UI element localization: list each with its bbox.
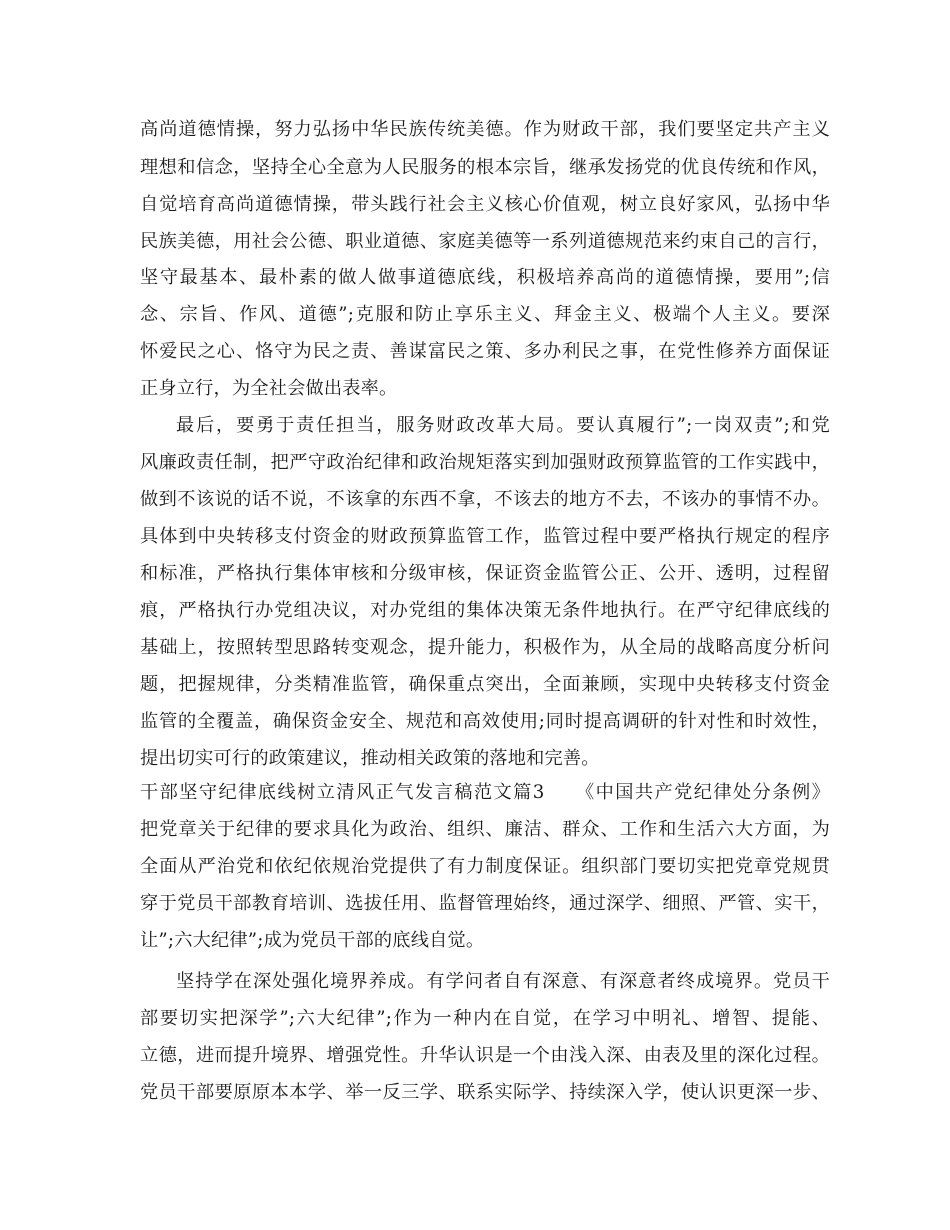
text-line-15: 基础上，按照转型思路转变观念，提升能力，积极作为，从全局的战略高度分析问 [140, 637, 830, 658]
text-line-27: 党员干部要原原本本学、举一反三学、联系实际学、持续深入学，使认识更深一步、 [140, 1082, 830, 1103]
text-line-5: 坚守最基本、最朴素的做人做事道德底线，积极培养高尚的道德情操，要用”;信 [140, 267, 830, 288]
paragraph-start-line: 坚持学在深处强化境界养成。有学问者自有深意、有深意者终成境界。党员干 [176, 971, 830, 992]
text-line-4: 民族美德，用社会公德、职业道德、家庭美德等一系列道德规范来约束自己的言行， [140, 231, 830, 252]
text-line-6: 念、宗旨、作风、道德”;克服和防止享乐主义、拜金主义、极端个人主义。要深 [140, 304, 830, 325]
text-line-2: 理想和信念，坚持全心全意为人民服务的根本宗旨，继承发扬党的优良传统和作风， [140, 157, 830, 178]
text-line-23: 让”;六大纪律”;成为党员干部的底线自觉。 [140, 930, 485, 951]
text-line-26: 立德，进而提升境界、增强党性。升华认识是一个由浅入深、由表及里的深化过程。 [140, 1045, 830, 1066]
text-line-11: 做到不该说的话不说，不该拿的东西不拿，不该去的地方不去，不该办的事情不办。 [140, 489, 830, 510]
text-line-12: 具体到中央转移支付资金的财政预算监管工作，监管过程中要严格执行规定的程序 [140, 526, 830, 547]
text-line-17: 监管的全覆盖，确保资金安全、规范和高效使用;同时提高调研的针对性和时效性， [140, 711, 830, 732]
text-line-22: 穿于党员干部教育培训、选拔任用、监督管理始终，通过深学、细照、严管、实干， [140, 893, 830, 914]
text-line-21: 全面从严治党和依纪依规治党提供了有力制度保证。组织部门要切实把党章党规贯 [140, 856, 830, 877]
text-line-20: 把党章关于纪律的要求具化为政治、组织、廉洁、群众、工作和生活六大方面，为 [140, 819, 830, 840]
text-line-13: 和标准，严格执行集体审核和分级审核，保证资金监管公正、公开、透明，过程留 [140, 563, 830, 584]
text-line-14: 痕，严格执行办党组决议，对办党组的集体决策无条件地执行。在严守纪律底线的 [140, 600, 830, 621]
text-line-3: 自觉培育高尚道德情操，带头践行社会主义核心价值观，树立良好家风，弘扬中华 [140, 194, 830, 215]
text-line-8: 正身立行，为全社会做出表率。 [140, 378, 398, 399]
text-line-25: 部要切实把深学”;六大纪律”;作为一种内在自觉，在学习中明礼、增智、提能、 [140, 1008, 830, 1029]
text-line-7: 怀爱民之心、恪守为民之责、善谋富民之策、多办利民之事，在党性修养方面保证 [140, 341, 830, 362]
text-line-18: 提出切实可行的政策建议，推动相关政策的落地和完善。 [140, 748, 600, 769]
text-line-10: 风廉政责任制，把严守政治纪律和政治规矩落实到加强财政预算监管的工作实践中， [140, 452, 830, 473]
text-line-1: 高尚道德情操，努力弘扬中华民族传统美德。作为财政干部，我们要坚定共产主义 [140, 119, 830, 140]
paragraph-start-line: 最后，要勇于责任担当，服务财政改革大局。要认真履行”;一岗双责”;和党 [176, 415, 830, 436]
section-heading-line: 干部坚守纪律底线树立清风正气发言稿范文篇3 《中国共产党纪律处分条例》 [140, 782, 830, 803]
text-line-16: 题，把握规律，分类精准监管，确保重点突出，全面兼顾，实现中央转移支付资金 [140, 674, 830, 695]
